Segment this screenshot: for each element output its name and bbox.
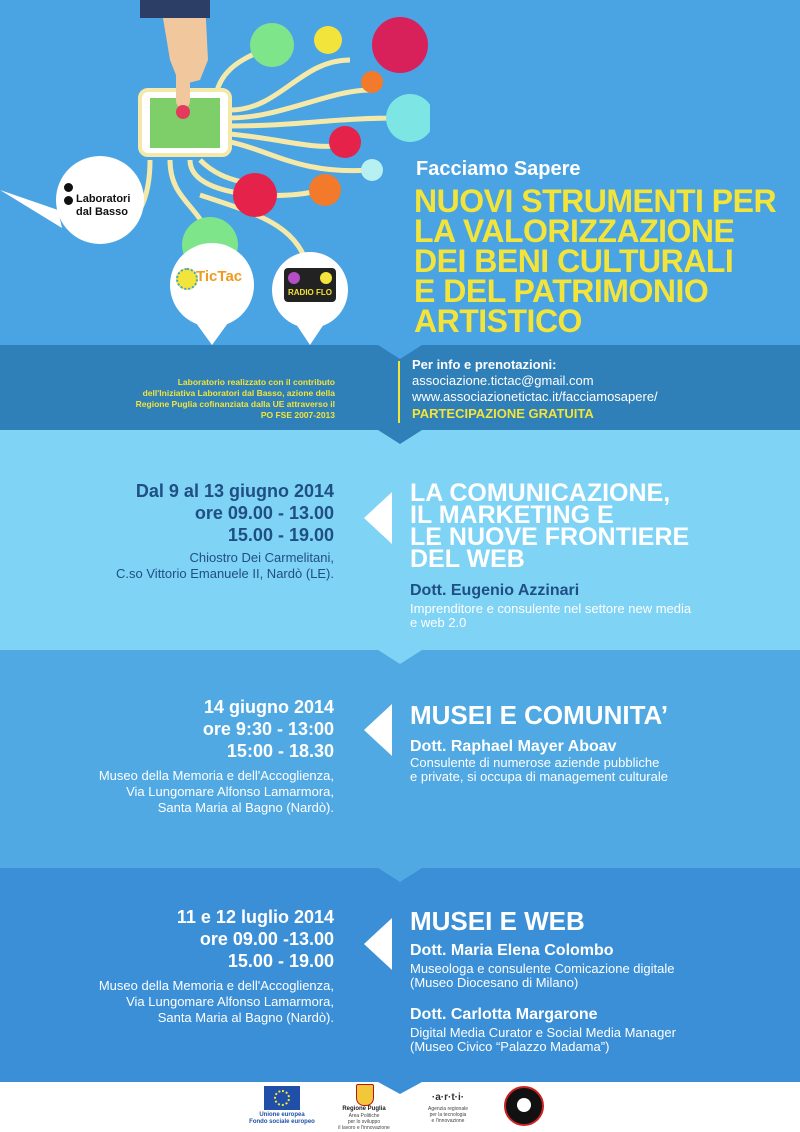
- speaker-name: Dott. Raphael Mayer Aboav: [410, 738, 617, 755]
- connected-network-illustration: [0, 0, 430, 345]
- speaker-icon: [320, 272, 332, 284]
- chevron-left-icon: [364, 918, 392, 970]
- event-date: 11 e 12 luglio 2014: [176, 907, 334, 927]
- notch-decoration: [378, 650, 422, 664]
- divider: [398, 361, 400, 423]
- event-section-3: [0, 868, 800, 1082]
- chevron-left-icon: [364, 492, 392, 544]
- down-triangle-icon: [64, 196, 73, 205]
- speaker-name: Dott. Carlotta Margarone: [410, 1006, 598, 1023]
- speaker-role: Digital Media Curator e Social Media Manager (Museo Civico “Palazzo Madama”): [410, 1025, 676, 1054]
- event-schedule: [40, 480, 334, 546]
- speaker-role: Museologa e consulente Comicazione digitale (Museo Diocesano di Milano): [410, 961, 675, 990]
- event-time: 15.00 - 19.00: [227, 951, 334, 971]
- puglia-caption: Regione Puglia: [342, 1106, 386, 1112]
- speaker-role: Imprenditore e consulente nel settore new media e web 2.0: [410, 601, 692, 630]
- notch-decoration: [378, 1082, 422, 1094]
- event-time: 15:00 - 18.30: [226, 741, 334, 761]
- event-schedule: [40, 906, 334, 972]
- event-time: ore 09.00 -13.00: [199, 929, 334, 949]
- notch-decoration: [378, 868, 422, 882]
- free-participation: PARTECIPAZIONE GRATUITA: [412, 406, 594, 421]
- eu-caption: Unione europea Fondo sociale europeo: [249, 1112, 315, 1125]
- radio-flo-logo: [284, 268, 336, 302]
- lab-basso-text: Laboratori dal Basso: [76, 193, 131, 218]
- title-line: NUOVI STRUMENTI PER: [414, 183, 777, 219]
- hero-section: [0, 0, 800, 345]
- crest-icon: [356, 1084, 374, 1106]
- title-line: E DEL PATRIMONIO: [414, 273, 709, 309]
- gear-icon: [176, 268, 198, 290]
- event-title: MUSEI E WEB: [410, 906, 585, 936]
- email-link[interactable]: associazione.tictac@gmail.com: [412, 373, 594, 388]
- main-title: [414, 183, 777, 339]
- event-place: Museo della Memoria e dell'Accoglienza, Via Lungomare Alfonso Lamarmora, Santa Maria al Bagno (Nardò).: [98, 978, 334, 1025]
- event-time: ore 09.00 - 13.00: [194, 503, 334, 523]
- kicker: Facciamo Sapere: [416, 158, 581, 180]
- title-line: DEI BENI CULTURALI: [414, 243, 734, 279]
- speaker-name: Dott. Maria Elena Colombo: [410, 942, 614, 959]
- event-time: ore 9:30 - 13:00: [202, 719, 334, 739]
- footer-logos: [0, 1082, 800, 1132]
- event-title: MUSEI E COMUNITA’: [410, 700, 669, 730]
- arti-logo: ·a·r·t·i·: [431, 1092, 465, 1103]
- up-triangle-icon: [64, 183, 73, 192]
- puglia-subcaption: Area Politiche per lo sviluppo il lavoro e l'innovazione: [338, 1113, 390, 1131]
- tictac-logo: TicTac: [196, 268, 243, 285]
- title-line: LA VALORIZZAZIONE: [414, 213, 735, 249]
- event-section-2: [0, 650, 800, 868]
- event-place: Chiostro Dei Carmelitani, C.so Vittorio Emanuele II, Nardò (LE).: [116, 550, 334, 581]
- website-link[interactable]: www.associazionetictac.it/facciamosapere/: [412, 389, 658, 404]
- arti-caption: Agenzia regionale per la tecnologia e l'innovazione: [427, 1106, 469, 1124]
- event-time: 15.00 - 19.00: [227, 525, 334, 545]
- info-title: Per info e prenotazioni:: [412, 357, 557, 372]
- event-place: Museo della Memoria e dell'Accoglienza, Via Lungomare Alfonso Lamarmora, Santa Maria al Bagno (Nardò).: [98, 768, 334, 815]
- speaker-name: Dott. Eugenio Azzinari: [410, 582, 580, 599]
- info-band: [0, 345, 800, 430]
- event-schedule: [40, 696, 334, 762]
- laboratori-dal-basso-logo: [62, 180, 166, 219]
- event-title: LA COMUNICAZIONE, IL MARKETING E LE NUOVE FRONTIERE DEL WEB: [410, 479, 690, 573]
- speaker-role: Consulente di numerose aziende pubbliche e private, si occupa di management culturale: [410, 755, 668, 784]
- event-section-1: [0, 430, 800, 650]
- notch-decoration: [378, 430, 422, 444]
- round-emblem-icon: [504, 1086, 544, 1126]
- speaker-icon: [288, 272, 300, 284]
- eu-flag-icon: [264, 1086, 300, 1110]
- funding-note: Laboratorio realizzato con il contributo dell'Iniziativa Laboratori dal Basso, azione della Regione Puglia cofinanziata dalla UE attraverso il PO FSE 2007-2013: [135, 377, 335, 420]
- event-date: 14 giugno 2014: [203, 697, 334, 717]
- radio-flo-text: RADIO FLO: [288, 288, 332, 297]
- chevron-left-icon: [364, 704, 392, 756]
- event-date: Dal 9 al 13 giugno 2014: [135, 481, 334, 501]
- title-line: ARTISTICO: [414, 303, 582, 339]
